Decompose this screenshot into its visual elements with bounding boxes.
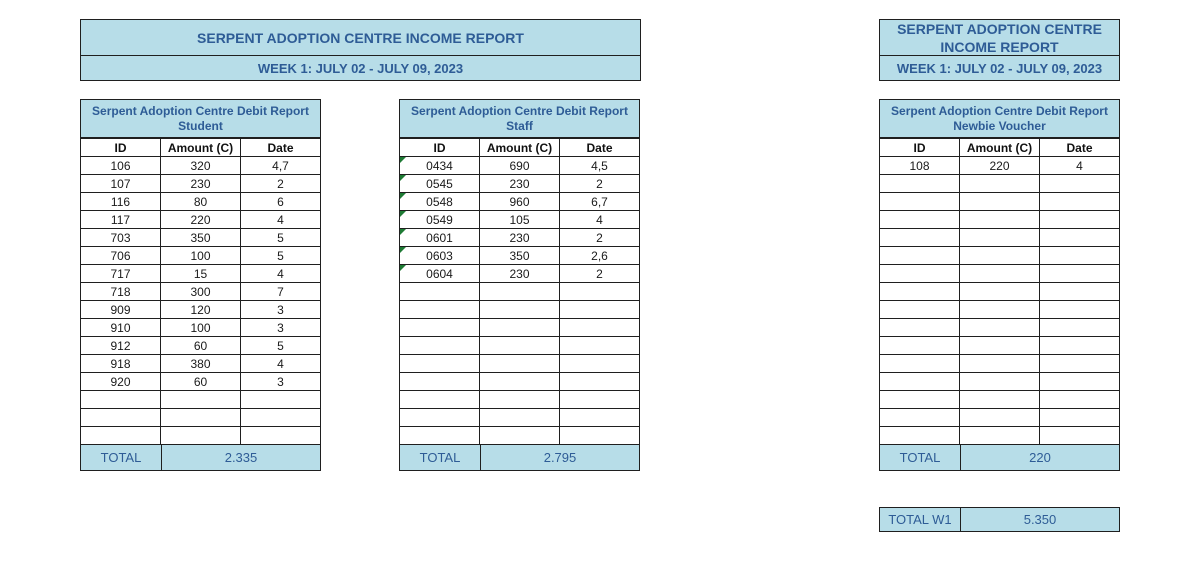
cell-amount[interactable]: 350 (161, 229, 241, 247)
cell-amount[interactable]: 100 (161, 319, 241, 337)
cell-date[interactable] (1040, 229, 1120, 247)
cell-date[interactable] (241, 427, 321, 445)
table-subtitle: Student (178, 118, 223, 133)
cell-amount[interactable] (960, 373, 1040, 391)
cell-id[interactable] (880, 337, 960, 355)
table-row (880, 409, 1120, 427)
table-row (880, 355, 1120, 373)
column-header-row (81, 139, 321, 157)
cell-date[interactable] (1040, 211, 1120, 229)
cell-id[interactable] (880, 301, 960, 319)
cell-date[interactable] (560, 391, 640, 409)
cell-date[interactable] (1040, 337, 1120, 355)
data-grid (879, 138, 1120, 445)
cell-amount[interactable] (960, 247, 1040, 265)
col-id[interactable]: ID (400, 139, 480, 157)
cell-id[interactable] (880, 391, 960, 409)
column-header-row (400, 139, 640, 157)
cell-id[interactable] (400, 355, 480, 373)
cell-date[interactable] (241, 391, 321, 409)
table-row (400, 283, 640, 301)
table-header (80, 99, 321, 138)
table-row (81, 283, 321, 301)
cell-amount[interactable] (960, 175, 1040, 193)
table-row (880, 319, 1120, 337)
cell-amount[interactable]: 220 (960, 157, 1040, 175)
table-row (81, 193, 321, 211)
cell-id[interactable]: 0434 (400, 157, 480, 175)
cell-id[interactable] (880, 247, 960, 265)
cell-date[interactable] (560, 337, 640, 355)
cell-id[interactable]: 106 (81, 157, 161, 175)
table-row (400, 337, 640, 355)
col-date[interactable]: Date (1040, 139, 1120, 157)
cell-amount[interactable] (960, 427, 1040, 445)
col-amount[interactable]: Amount (C) (480, 139, 560, 157)
table-row (880, 193, 1120, 211)
table-row (880, 283, 1120, 301)
cell-date[interactable] (1040, 409, 1120, 427)
table-row (880, 211, 1120, 229)
table-row (400, 409, 640, 427)
table-row (880, 157, 1120, 175)
cell-amount[interactable]: 380 (161, 355, 241, 373)
cell-date[interactable] (1040, 283, 1120, 301)
cell-id[interactable]: 0603 (400, 247, 480, 265)
cell-amount[interactable] (161, 409, 241, 427)
cell-date[interactable]: 4 (1040, 157, 1120, 175)
table-row (400, 427, 640, 445)
table-row (400, 229, 640, 247)
right-report-week: WEEK 1: JULY 02 - JULY 09, 2023 (879, 55, 1120, 81)
cell-amount[interactable]: 80 (161, 193, 241, 211)
table-row (400, 157, 640, 175)
cell-id[interactable] (400, 283, 480, 301)
table-row (81, 265, 321, 283)
col-date[interactable]: Date (241, 139, 321, 157)
cell-date[interactable]: 3 (241, 373, 321, 391)
cell-id[interactable]: 0604 (400, 265, 480, 283)
table-row (880, 337, 1120, 355)
cell-id[interactable]: 718 (81, 283, 161, 301)
cell-id[interactable]: 0601 (400, 229, 480, 247)
total-row (80, 445, 321, 471)
cell-date[interactable] (1040, 247, 1120, 265)
cell-amount[interactable]: 120 (161, 301, 241, 319)
cell-date[interactable]: 4 (560, 211, 640, 229)
cell-id[interactable]: 117 (81, 211, 161, 229)
table-row (880, 247, 1120, 265)
cell-id[interactable]: 703 (81, 229, 161, 247)
total-row (879, 445, 1120, 471)
total-label[interactable]: TOTAL (81, 445, 162, 470)
cell-id[interactable]: 116 (81, 193, 161, 211)
data-grid (80, 138, 321, 445)
right-title-line2: INCOME REPORT (940, 38, 1059, 55)
cell-amount[interactable] (480, 391, 560, 409)
cell-amount[interactable]: 300 (161, 283, 241, 301)
cell-date[interactable]: 4,5 (560, 157, 640, 175)
cell-amount[interactable] (480, 337, 560, 355)
report-title: SERPENT ADOPTION CENTRE INCOME REPORT (80, 19, 641, 56)
staff-debit-table (399, 99, 640, 471)
table-row (400, 193, 640, 211)
cell-id[interactable]: 108 (880, 157, 960, 175)
cell-amount[interactable]: 60 (161, 373, 241, 391)
cell-amount[interactable] (960, 301, 1040, 319)
table-row (81, 373, 321, 391)
table-row (81, 301, 321, 319)
cell-amount[interactable]: 60 (161, 337, 241, 355)
cell-id[interactable] (81, 409, 161, 427)
table-row (81, 175, 321, 193)
cell-amount[interactable] (480, 427, 560, 445)
table-row (81, 355, 321, 373)
table-subtitle: Newbie Voucher (953, 118, 1046, 133)
cell-date[interactable]: 4 (241, 265, 321, 283)
cell-date[interactable] (560, 409, 640, 427)
cell-date[interactable]: 3 (241, 301, 321, 319)
cell-date[interactable]: 4,7 (241, 157, 321, 175)
cell-id[interactable] (400, 409, 480, 427)
cell-id[interactable]: 0548 (400, 193, 480, 211)
table-row (81, 247, 321, 265)
cell-amount[interactable]: 230 (480, 265, 560, 283)
cell-date[interactable]: 2 (560, 229, 640, 247)
cell-date[interactable] (1040, 355, 1120, 373)
table-row (880, 427, 1120, 445)
cell-id[interactable]: 717 (81, 265, 161, 283)
cell-amount[interactable]: 350 (480, 247, 560, 265)
cell-date[interactable]: 4 (241, 211, 321, 229)
cell-date[interactable]: 2,6 (560, 247, 640, 265)
cell-date[interactable] (1040, 193, 1120, 211)
cell-date[interactable] (560, 301, 640, 319)
cell-id[interactable] (880, 373, 960, 391)
total-value[interactable]: 2.795 (543, 450, 577, 465)
cell-id[interactable]: 0549 (400, 211, 480, 229)
cell-date[interactable]: 4 (241, 355, 321, 373)
total-row (399, 445, 640, 471)
table-row (81, 157, 321, 175)
cell-amount[interactable]: 15 (161, 265, 241, 283)
cell-date[interactable] (1040, 265, 1120, 283)
table-row (400, 175, 640, 193)
cell-id[interactable] (400, 337, 480, 355)
cell-amount[interactable]: 960 (480, 193, 560, 211)
cell-amount[interactable] (480, 355, 560, 373)
cell-date[interactable]: 6 (241, 193, 321, 211)
cell-date[interactable]: 6,7 (560, 193, 640, 211)
cell-amount[interactable] (960, 265, 1040, 283)
table-header (399, 99, 640, 138)
table-row (81, 211, 321, 229)
cell-id[interactable] (880, 427, 960, 445)
report-week: WEEK 1: JULY 02 - JULY 09, 2023 (80, 55, 641, 81)
cell-date[interactable]: 2 (560, 175, 640, 193)
cell-date[interactable]: 2 (560, 265, 640, 283)
cell-date[interactable] (1040, 427, 1120, 445)
col-amount[interactable]: Amount (C) (161, 139, 241, 157)
cell-id[interactable] (81, 391, 161, 409)
total-label[interactable]: TOTAL (400, 445, 481, 470)
grand-total-label[interactable]: TOTAL W1 (880, 508, 961, 531)
table-row (880, 391, 1120, 409)
cell-id[interactable] (880, 265, 960, 283)
table-row (400, 355, 640, 373)
cell-id[interactable] (400, 427, 480, 445)
column-header-row (880, 139, 1120, 157)
table-row (81, 427, 321, 445)
cell-id[interactable] (81, 427, 161, 445)
col-date[interactable]: Date (560, 139, 640, 157)
cell-amount[interactable] (480, 409, 560, 427)
cell-amount[interactable] (161, 427, 241, 445)
right-report-title (879, 19, 1120, 56)
cell-date[interactable]: 5 (241, 229, 321, 247)
student-debit-table (80, 99, 321, 471)
total-value[interactable]: 220 (1029, 450, 1051, 465)
cell-id[interactable] (880, 175, 960, 193)
cell-date[interactable] (1040, 301, 1120, 319)
cell-id[interactable] (400, 373, 480, 391)
cell-id[interactable] (400, 391, 480, 409)
cell-id[interactable]: 0545 (400, 175, 480, 193)
cell-amount[interactable] (480, 301, 560, 319)
table-row (880, 265, 1120, 283)
cell-amount[interactable] (960, 337, 1040, 355)
cell-amount[interactable] (960, 229, 1040, 247)
table-row (400, 265, 640, 283)
cell-amount[interactable]: 320 (161, 157, 241, 175)
cell-amount[interactable] (960, 283, 1040, 301)
cell-amount[interactable]: 105 (480, 211, 560, 229)
cell-amount[interactable] (960, 193, 1040, 211)
cell-amount[interactable] (480, 319, 560, 337)
table-header (879, 99, 1120, 138)
cell-amount[interactable]: 220 (161, 211, 241, 229)
cell-id[interactable]: 918 (81, 355, 161, 373)
cell-date[interactable] (560, 427, 640, 445)
col-amount[interactable]: Amount (C) (960, 139, 1040, 157)
cell-id[interactable] (880, 355, 960, 373)
cell-amount[interactable]: 230 (480, 175, 560, 193)
table-row (880, 175, 1120, 193)
cell-date[interactable] (241, 409, 321, 427)
table-row (400, 211, 640, 229)
table-title: Serpent Adoption Centre Debit Report (411, 103, 628, 118)
total-label[interactable]: TOTAL (880, 445, 961, 470)
cell-amount[interactable]: 100 (161, 247, 241, 265)
newbie-voucher-debit-table (879, 99, 1120, 471)
cell-amount[interactable] (960, 355, 1040, 373)
table-row (400, 247, 640, 265)
table-row (400, 373, 640, 391)
cell-date[interactable] (560, 373, 640, 391)
cell-id[interactable] (400, 319, 480, 337)
cell-id[interactable]: 706 (81, 247, 161, 265)
cell-id[interactable]: 910 (81, 319, 161, 337)
cell-date[interactable]: 2 (241, 175, 321, 193)
cell-date[interactable]: 7 (241, 283, 321, 301)
cell-id[interactable]: 909 (81, 301, 161, 319)
cell-id[interactable]: 920 (81, 373, 161, 391)
grand-total-value[interactable]: 5.350 (1023, 512, 1057, 527)
cell-id[interactable] (880, 211, 960, 229)
data-grid (399, 138, 640, 445)
cell-date[interactable] (560, 283, 640, 301)
table-subtitle: Staff (506, 118, 533, 133)
cell-id[interactable]: 912 (81, 337, 161, 355)
cell-date[interactable]: 3 (241, 319, 321, 337)
table-row (81, 229, 321, 247)
cell-amount[interactable] (480, 283, 560, 301)
table-row (81, 337, 321, 355)
cell-amount[interactable] (960, 319, 1040, 337)
table-row (81, 391, 321, 409)
cell-amount[interactable] (480, 373, 560, 391)
table-row (880, 373, 1120, 391)
cell-amount[interactable] (960, 391, 1040, 409)
right-title-line1: SERPENT ADOPTION CENTRE (897, 20, 1102, 37)
table-row (880, 229, 1120, 247)
cell-amount[interactable]: 690 (480, 157, 560, 175)
table-row (880, 301, 1120, 319)
cell-id[interactable]: 107 (81, 175, 161, 193)
cell-id[interactable] (880, 193, 960, 211)
cell-date[interactable]: 5 (241, 337, 321, 355)
cell-amount[interactable]: 230 (480, 229, 560, 247)
cell-amount[interactable] (161, 391, 241, 409)
cell-date[interactable] (1040, 391, 1120, 409)
cell-date[interactable] (1040, 175, 1120, 193)
cell-date[interactable]: 5 (241, 247, 321, 265)
cell-date[interactable] (1040, 319, 1120, 337)
table-title: Serpent Adoption Centre Debit Report (92, 103, 309, 118)
cell-amount[interactable] (960, 409, 1040, 427)
cell-id[interactable] (400, 301, 480, 319)
cell-amount[interactable]: 230 (161, 175, 241, 193)
table-row (81, 319, 321, 337)
col-id[interactable]: ID (81, 139, 161, 157)
table-row (400, 319, 640, 337)
cell-date[interactable] (560, 355, 640, 373)
col-id[interactable]: ID (880, 139, 960, 157)
cell-amount[interactable] (960, 211, 1040, 229)
grand-total-box (879, 507, 1120, 532)
cell-date[interactable] (1040, 373, 1120, 391)
cell-date[interactable] (560, 319, 640, 337)
table-title: Serpent Adoption Centre Debit Report (891, 103, 1108, 118)
cell-id[interactable] (880, 409, 960, 427)
total-value[interactable]: 2.335 (224, 450, 258, 465)
table-row (400, 391, 640, 409)
cell-id[interactable] (880, 319, 960, 337)
table-row (400, 301, 640, 319)
cell-id[interactable] (880, 229, 960, 247)
table-row (81, 409, 321, 427)
cell-id[interactable] (880, 283, 960, 301)
